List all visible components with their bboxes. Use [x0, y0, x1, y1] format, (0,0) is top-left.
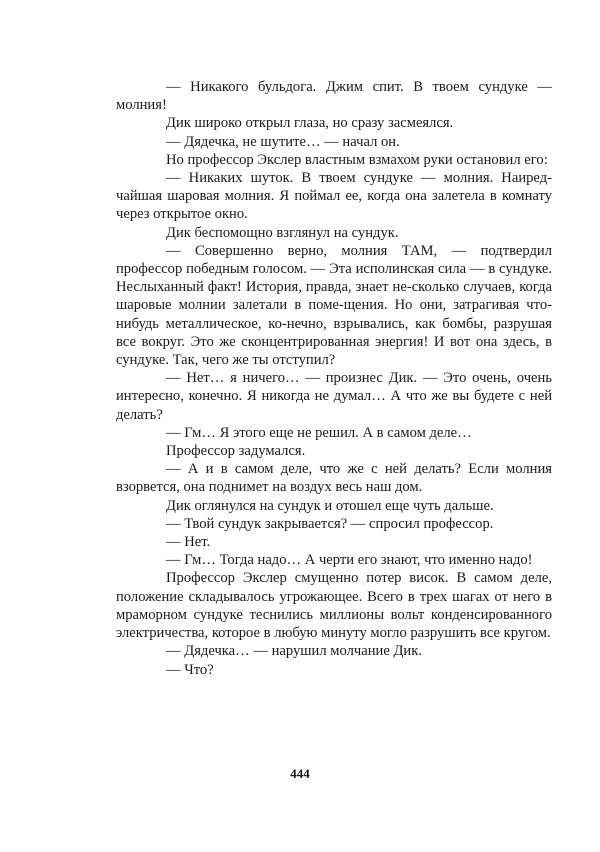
paragraph-2: Дик широко открыл глаза, но сразу засмеялся. [166, 115, 454, 132]
paragraph-10: Профессор задумался. [166, 443, 306, 460]
paragraph-14: — Нет. [166, 534, 211, 551]
paragraph-17: — Дядечка… — нарушил молчание Дик. [166, 643, 422, 660]
paragraph-16: Профессор Экслер смущенно потер висок. В самом деле, положение складывалось угрожающее. Всего в трех шагах от него в мраморном сундуке теснились миллионы вольт конденсированного электричества, которое в любую минуту могло разрушить все кругом. [116, 570, 552, 642]
paragraph-4: Но профессор Экслер властным взмахом руки остановил его: [166, 151, 548, 168]
paragraph-5: — Никаких шуток. В твоем сундуке — молния. Наиред-чайшая шаровая молния. Я поймал ее, когда она залетела в комнату через открытое окно. [116, 170, 552, 223]
paragraph-13: — Твой сундук закрывается? — спросил профессор. [166, 515, 494, 532]
paragraph-18: — Что? [166, 661, 214, 678]
page-text [116, 78, 552, 679]
paragraph-1: — Никакого бульдога. Джим спит. В твоем сундуке — молния! [116, 79, 552, 114]
paragraph-6: Дик беспомощно взглянул на сундук. [166, 224, 399, 241]
page-number: 444 [290, 766, 310, 781]
paragraph-12: Дик оглянулся на сундук и отошел еще чуть дальше. [166, 497, 494, 514]
paragraph-11: — А и в самом деле, что же с ней делать? Если молния взорвется, она поднимет на воздух весь наш дом. [116, 461, 552, 496]
paragraph-7: — Совершенно верно, молния ТАМ, — подтвердил профессор победным голосом. — Эта исполинская сила — в сундуке. Неслыханный факт! История, правда, знает не-сколько случаев, когда шаровые молнии залетали в поме-щения. Но они, затрагивая что-нибудь металлическое, ко-нечно, взрывались, как бомбы, разрушая все вокруг. Это же сконцентрированная энергия! И вот она здесь, в сундуке. Так, чего же ты отступил? [116, 242, 552, 369]
paragraph-9: — Гм… Я этого еще не решил. А в самом деле… [166, 424, 472, 441]
paragraph-15: — Гм… Тогда надо… А черти его знают, что именно надо! [166, 552, 533, 569]
paragraph-8: — Нет… я ничего… — произнес Дик. — Это очень, очень интересно, конечно. Я никогда не думал… А что же вы будете с ней делать? [116, 370, 552, 423]
paragraph-3: — Дядечка, не шутите… — начал он. [166, 133, 400, 150]
